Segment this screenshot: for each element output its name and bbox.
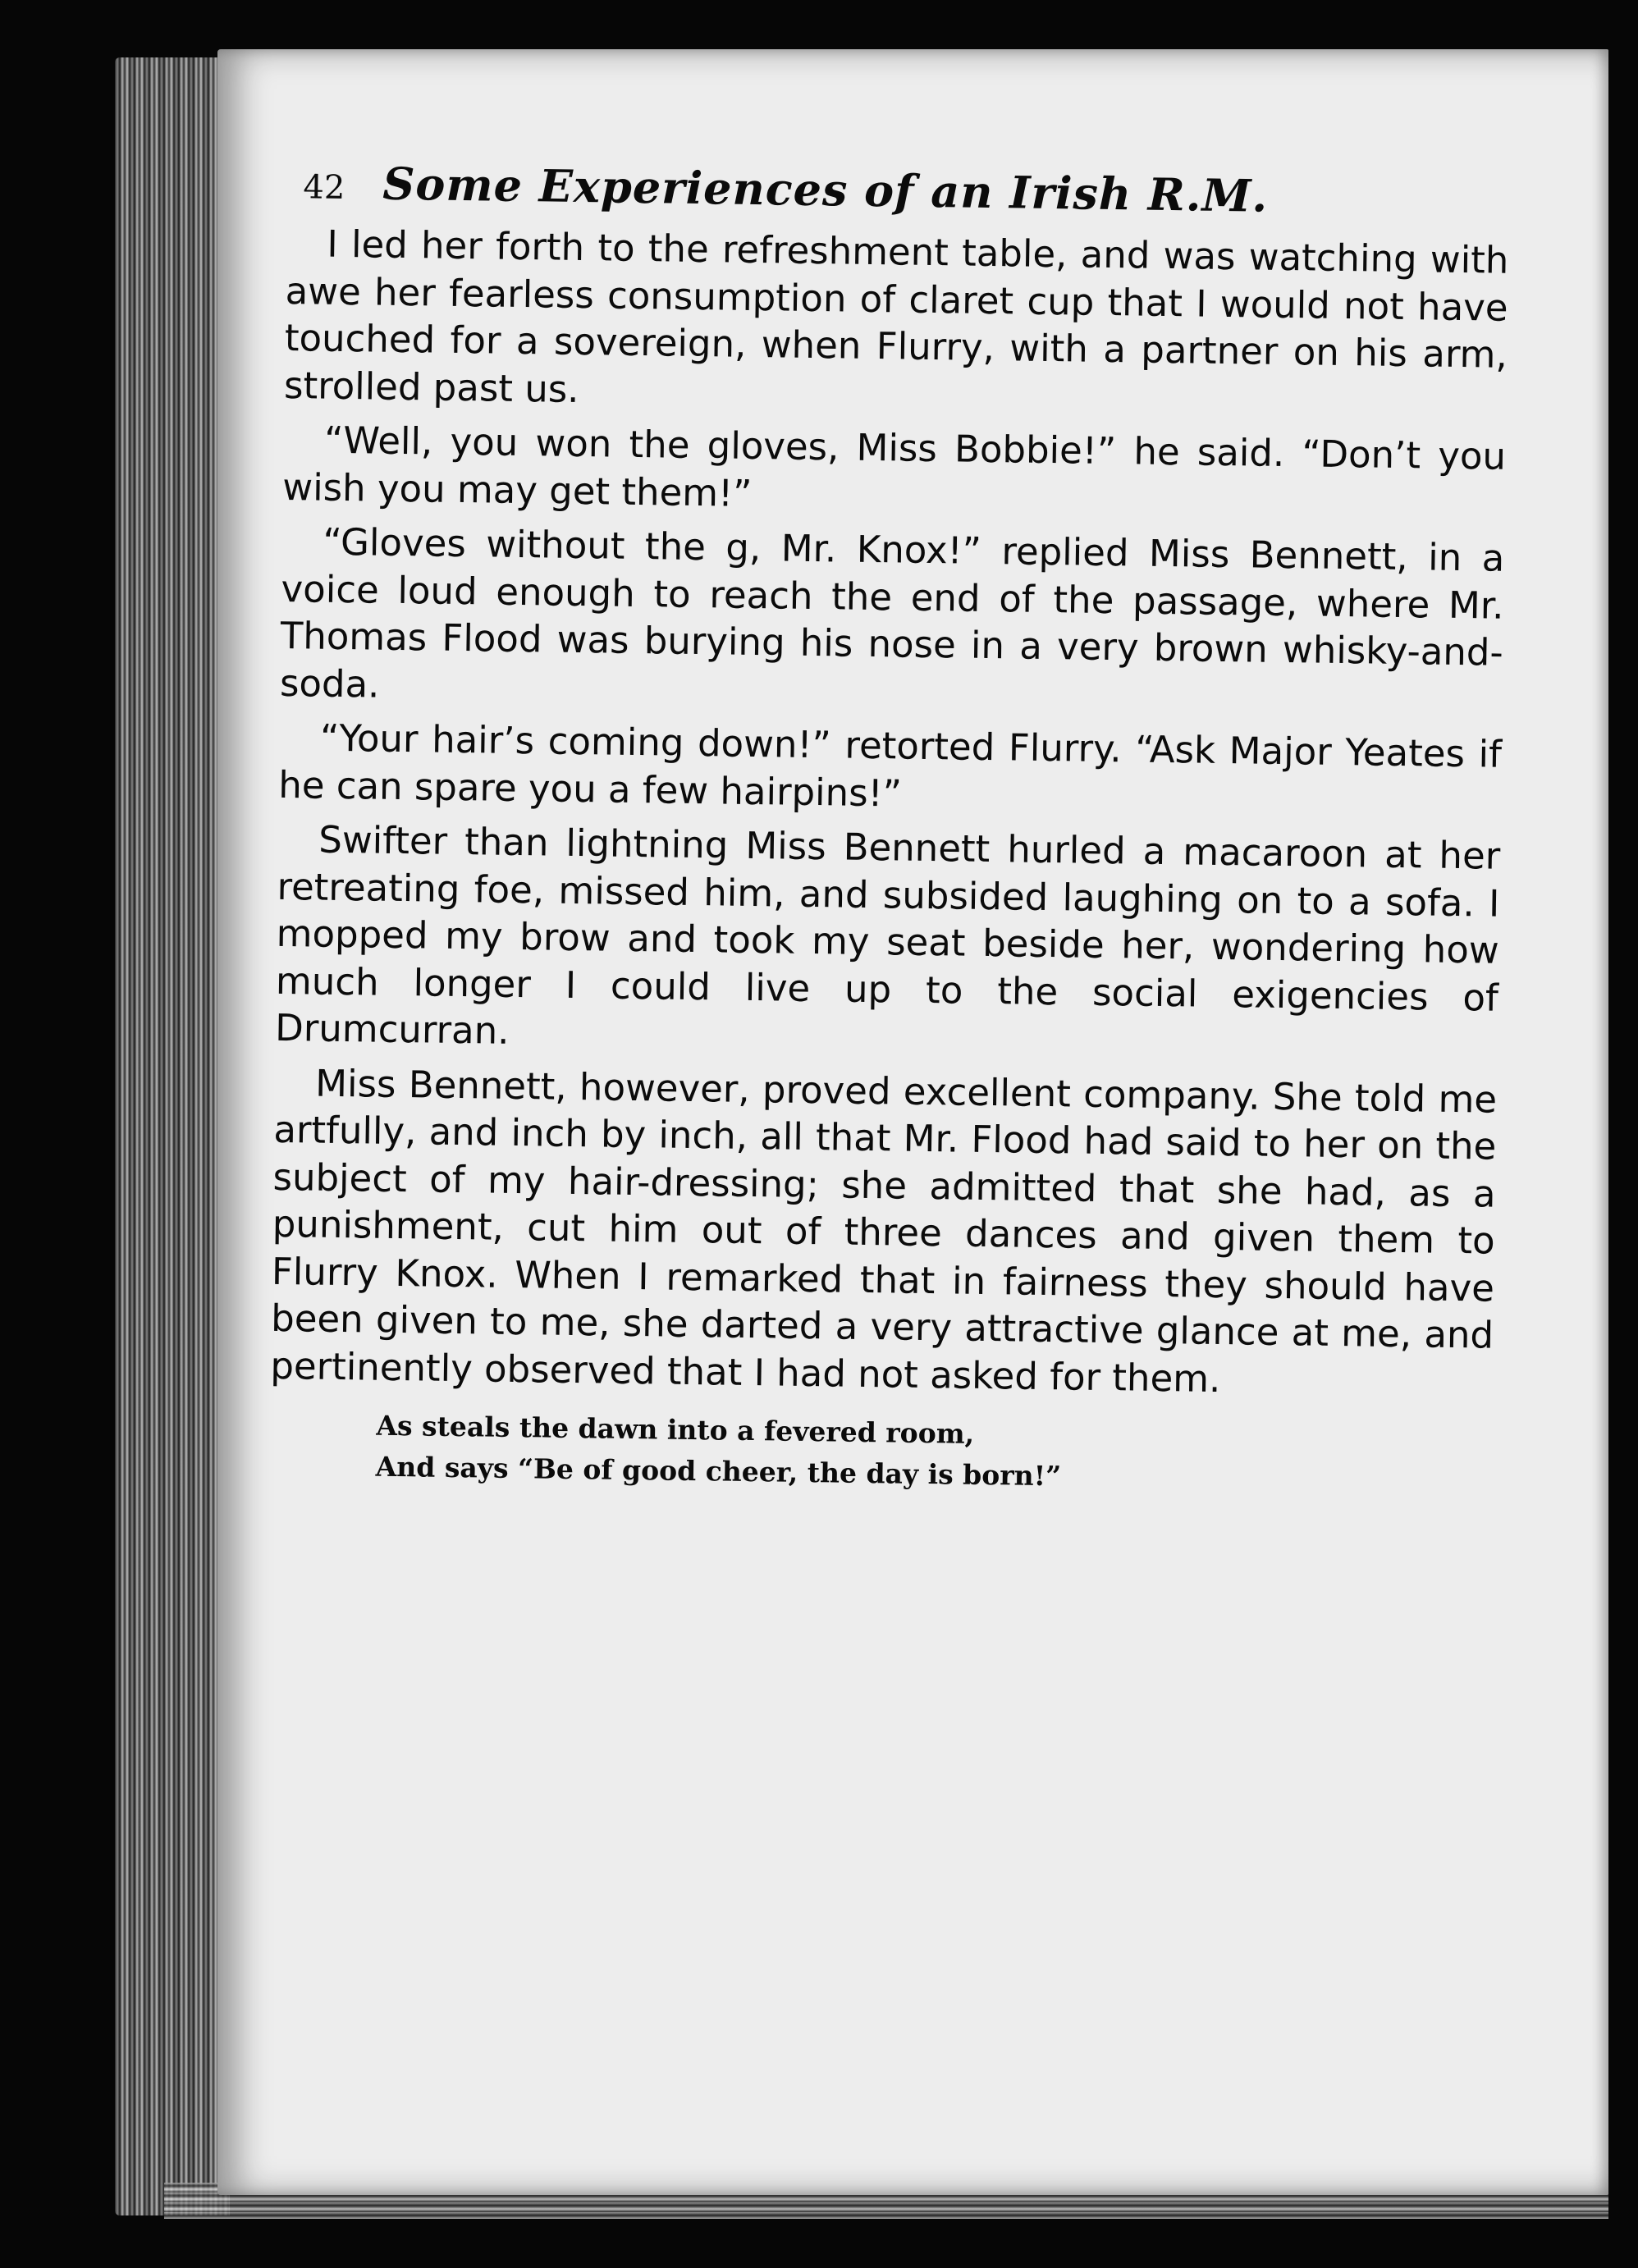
epigraph xyxy=(375,1406,1492,1503)
paragraph-refreshment-table: I led her forth to the refreshment table, and was watching with awe her fearless consumption of claret cup that I would not have touched for a sovereign, when Flurry, with a partner on his arm, strolled past us. xyxy=(283,222,1509,411)
paragraph-gloves-reply: “Gloves without the g, Mr. Knox!” replied Miss Bennett, in a voice loud enough to reach the end of the passage, where Mr. Thomas Flood was burying his nose in a very brown whisky-and-soda. xyxy=(279,519,1505,706)
paragraph-hair-coming-down: “Your hair’s coming down!” retorted Flurry. “Ask Major Yeates if he can spare you a few hairpins!” xyxy=(277,716,1503,816)
paragraph-gloves: “Well, you won the gloves, Miss Bobbie!” he said. “Don’t you wish you may get them!” xyxy=(282,418,1507,515)
paragraph-excellent-company: Miss Bennett, however, proved excellent company. She told me artfully, and inch by inch, all that Mr. Flood had said to her on the subject of my hair-dressing; she admitted that she had, as a punishment, cut him out of three dances and given them to Flurry Knox. When I remarked that in fairness they should have been given to me, she darted a very attractive glance at me, and pertinently observed that I had not asked for them. xyxy=(270,1061,1498,1401)
paragraph-macaroon: Swifter than lightning Miss Bennett hurled a macaroon at her retreating foe, missed him, and subsided laughing on to a sofa. I mopped my brow and took my seat beside her, wondering how much longer I could live up to the social exigencies of Drumcurran. xyxy=(274,817,1501,1053)
epigraph-line: And says “Be of good cheer, the day is born!” xyxy=(375,1450,1062,1493)
body-text xyxy=(270,220,1509,1406)
page-number: 42 xyxy=(303,168,345,207)
page-text-block xyxy=(268,156,1509,1503)
book-page-edges xyxy=(115,57,230,2215)
book-title: Some Experiences of an Irish R.M. xyxy=(382,157,1269,222)
epigraph-line: As steals the dawn into a fevered room, xyxy=(376,1409,975,1450)
